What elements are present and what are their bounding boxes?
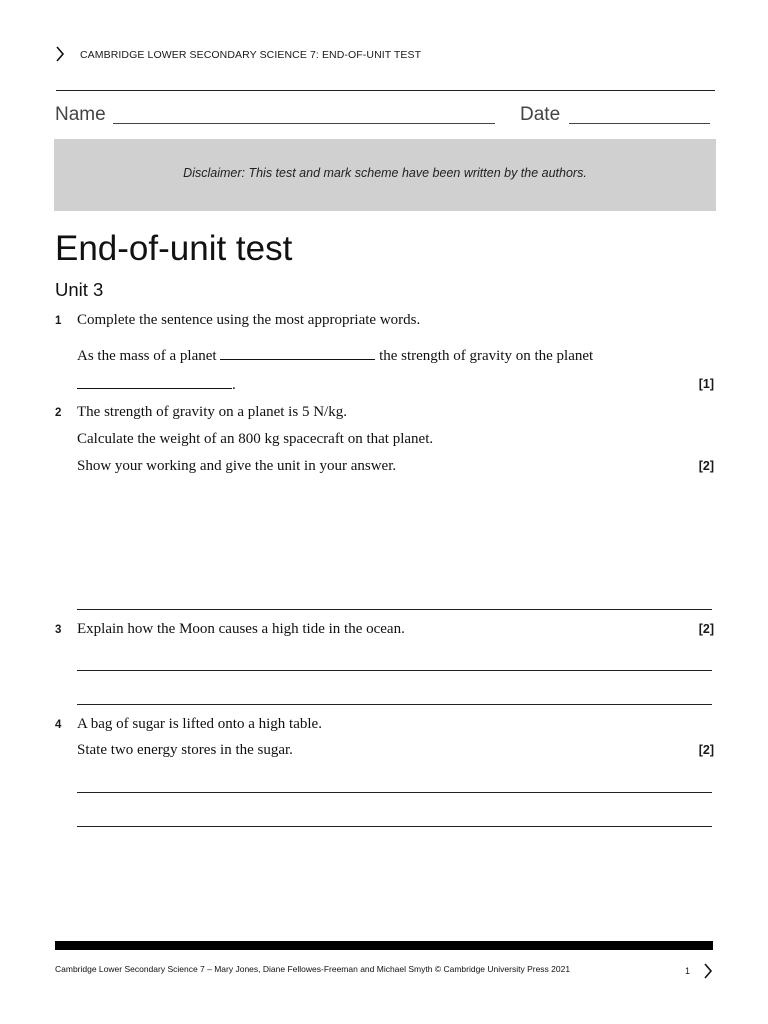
footer-credit: Cambridge Lower Secondary Science 7 – Mary Jones, Diane Fellowes-Freeman and Michael Smyth © Cambridge University Press 2021 — [55, 964, 571, 974]
question-sentence — [77, 346, 593, 365]
question-text: A bag of sugar is lifted onto a high table. — [77, 716, 322, 732]
page-number: 1 — [685, 966, 691, 976]
answer-line[interactable] — [77, 704, 712, 705]
question-text: Calculate the weight of an 800 kg spacecraft on that planet. — [77, 431, 434, 447]
answer-line[interactable] — [77, 670, 712, 671]
marks-label: [2] — [698, 743, 714, 757]
answer-line[interactable] — [77, 826, 712, 827]
question-sentence-end — [77, 375, 236, 394]
answer-line[interactable] — [77, 792, 712, 793]
header-title: CAMBRIDGE LOWER SECONDARY SCIENCE 7: END-OF-UNIT TEST — [80, 49, 422, 61]
marks-label: [1] — [698, 377, 714, 391]
answer-line[interactable] — [77, 609, 712, 610]
date-label: Date — [520, 104, 561, 125]
question-number: 3 — [55, 624, 62, 636]
question-text: Show your working and give the unit in your answer. — [77, 458, 397, 474]
question-number: 2 — [55, 407, 62, 419]
answer-blank[interactable] — [77, 375, 232, 389]
sentence-mid: the strength of gravity on the planet — [379, 348, 594, 364]
name-label: Name — [55, 104, 106, 125]
page-title: End-of-unit test — [55, 229, 293, 268]
question-text: The strength of gravity on a planet is 5 N/kg. — [77, 404, 347, 420]
question-text: Explain how the Moon causes a high tide in the ocean. — [77, 621, 405, 637]
chevron-right-icon[interactable] — [698, 961, 718, 981]
sentence-end: . — [232, 377, 236, 393]
sentence-start: As the mass of a planet — [77, 348, 217, 364]
unit-label: Unit 3 — [55, 279, 104, 300]
name-field[interactable] — [113, 123, 495, 124]
marks-label: [2] — [698, 622, 714, 636]
date-field[interactable] — [569, 123, 710, 124]
footer-bar — [55, 941, 713, 950]
marks-label: [2] — [698, 459, 714, 473]
question-text: State two energy stores in the sugar. — [77, 742, 293, 758]
disclaimer-text: Disclaimer: This test and mark scheme have been written by the authors. — [183, 166, 587, 180]
answer-blank[interactable] — [220, 346, 375, 360]
header-rule — [56, 90, 715, 91]
question-number: 4 — [55, 719, 62, 731]
question-number: 1 — [55, 315, 62, 327]
question-text: Complete the sentence using the most appropriate words. — [77, 312, 421, 328]
chevron-right-icon — [50, 44, 70, 64]
disclaimer-box — [54, 139, 716, 211]
